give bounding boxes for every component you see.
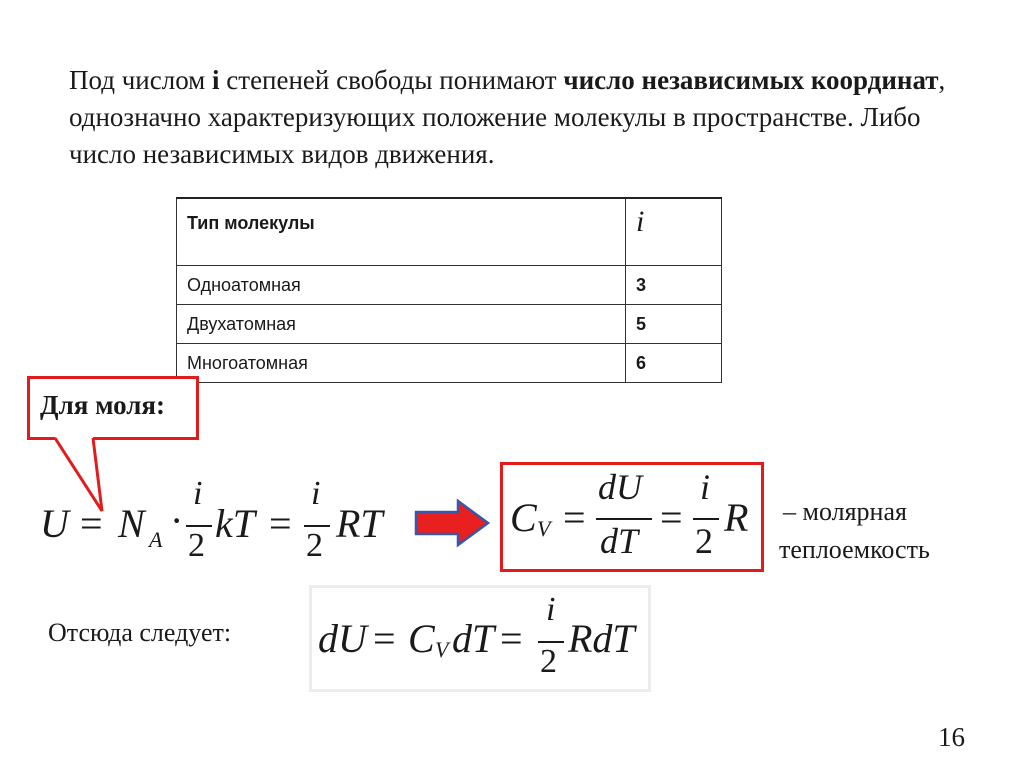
intro-bold-phrase: число независимых координат [563,65,939,95]
eq2-equals-2: = [660,495,683,540]
eq3-equals-2: = [500,616,523,661]
eq2-frac2-num: i [700,467,711,507]
eq3-RdT: RdT [568,616,635,661]
row-value: 3 [626,266,722,305]
intro-text-3: , однозначно характеризующих положение молекулы в пространстве. Либо число независимых видов движения. [69,65,946,169]
eq2-frac2-bar [693,518,719,520]
table-header-row [177,198,722,266]
degrees-of-freedom-table [176,197,722,383]
eq1-N: N [118,501,145,546]
eq2-C: C [510,495,537,540]
eq2-frac1-den: dT [600,521,639,561]
eq1-equals: = [80,501,103,546]
header-i: i [626,198,722,266]
table-row [177,266,722,305]
eq3-frac-num: i [546,591,556,628]
eq1-N-subscript: A [149,527,163,552]
result-label: Отсюда следует: [48,618,232,647]
eq1-dot: · [170,498,184,543]
eq1-frac1-den: 2 [188,527,205,564]
eq1-U: U [40,501,69,546]
eq1-frac2-den: 2 [306,527,323,564]
eq2-R: R [724,495,749,540]
eq1-frac1-bar [186,525,212,527]
table-row [177,305,722,344]
eq3-frac-bar [538,641,564,643]
row-name: Одноатомная [177,266,626,305]
eq3-equals: = [373,616,396,661]
molar-heat-capacity-label [779,493,930,569]
eq3-C: C [408,616,435,661]
eq1-kT: kT [215,501,255,546]
page-number: 16 [938,722,965,752]
intro-symbol-i: i [212,65,220,95]
row-name: Многоатомная [177,344,626,383]
molar-line-1: – молярная [783,497,907,526]
intro-paragraph [69,62,969,173]
header-molecule-type: Тип молекулы [177,198,626,266]
eq2-frac1-num: dU [598,467,642,507]
intro-text-1: Под числом [69,65,213,95]
eq1-frac2-num: i [311,475,321,512]
eq2-equals: = [563,495,586,540]
eq1-frac1-num: i [193,475,203,512]
row-value: 5 [626,305,722,344]
eq1-frac2-bar [304,525,330,527]
eq3-frac-den: 2 [540,643,557,680]
intro-text-2: степеней свободы понимают [219,65,564,95]
row-name: Двухатомная [177,305,626,344]
eq2-frac2-den: 2 [695,521,713,561]
eq3-dT: dT [452,616,495,661]
row-value: 6 [626,344,722,383]
eq2-C-subscript: V [537,516,551,541]
callout-label: Для моля: [40,390,166,420]
eq3-dU: dU [318,616,367,661]
right-arrow-icon [414,498,492,548]
table-row [177,344,722,383]
eq1-RT: RT [336,501,383,546]
eq3-C-subscript: V [435,637,449,662]
eq1-equals-2: = [269,501,292,546]
molar-line-2: теплоемкость [779,535,930,564]
eq2-frac1-bar [596,518,652,520]
